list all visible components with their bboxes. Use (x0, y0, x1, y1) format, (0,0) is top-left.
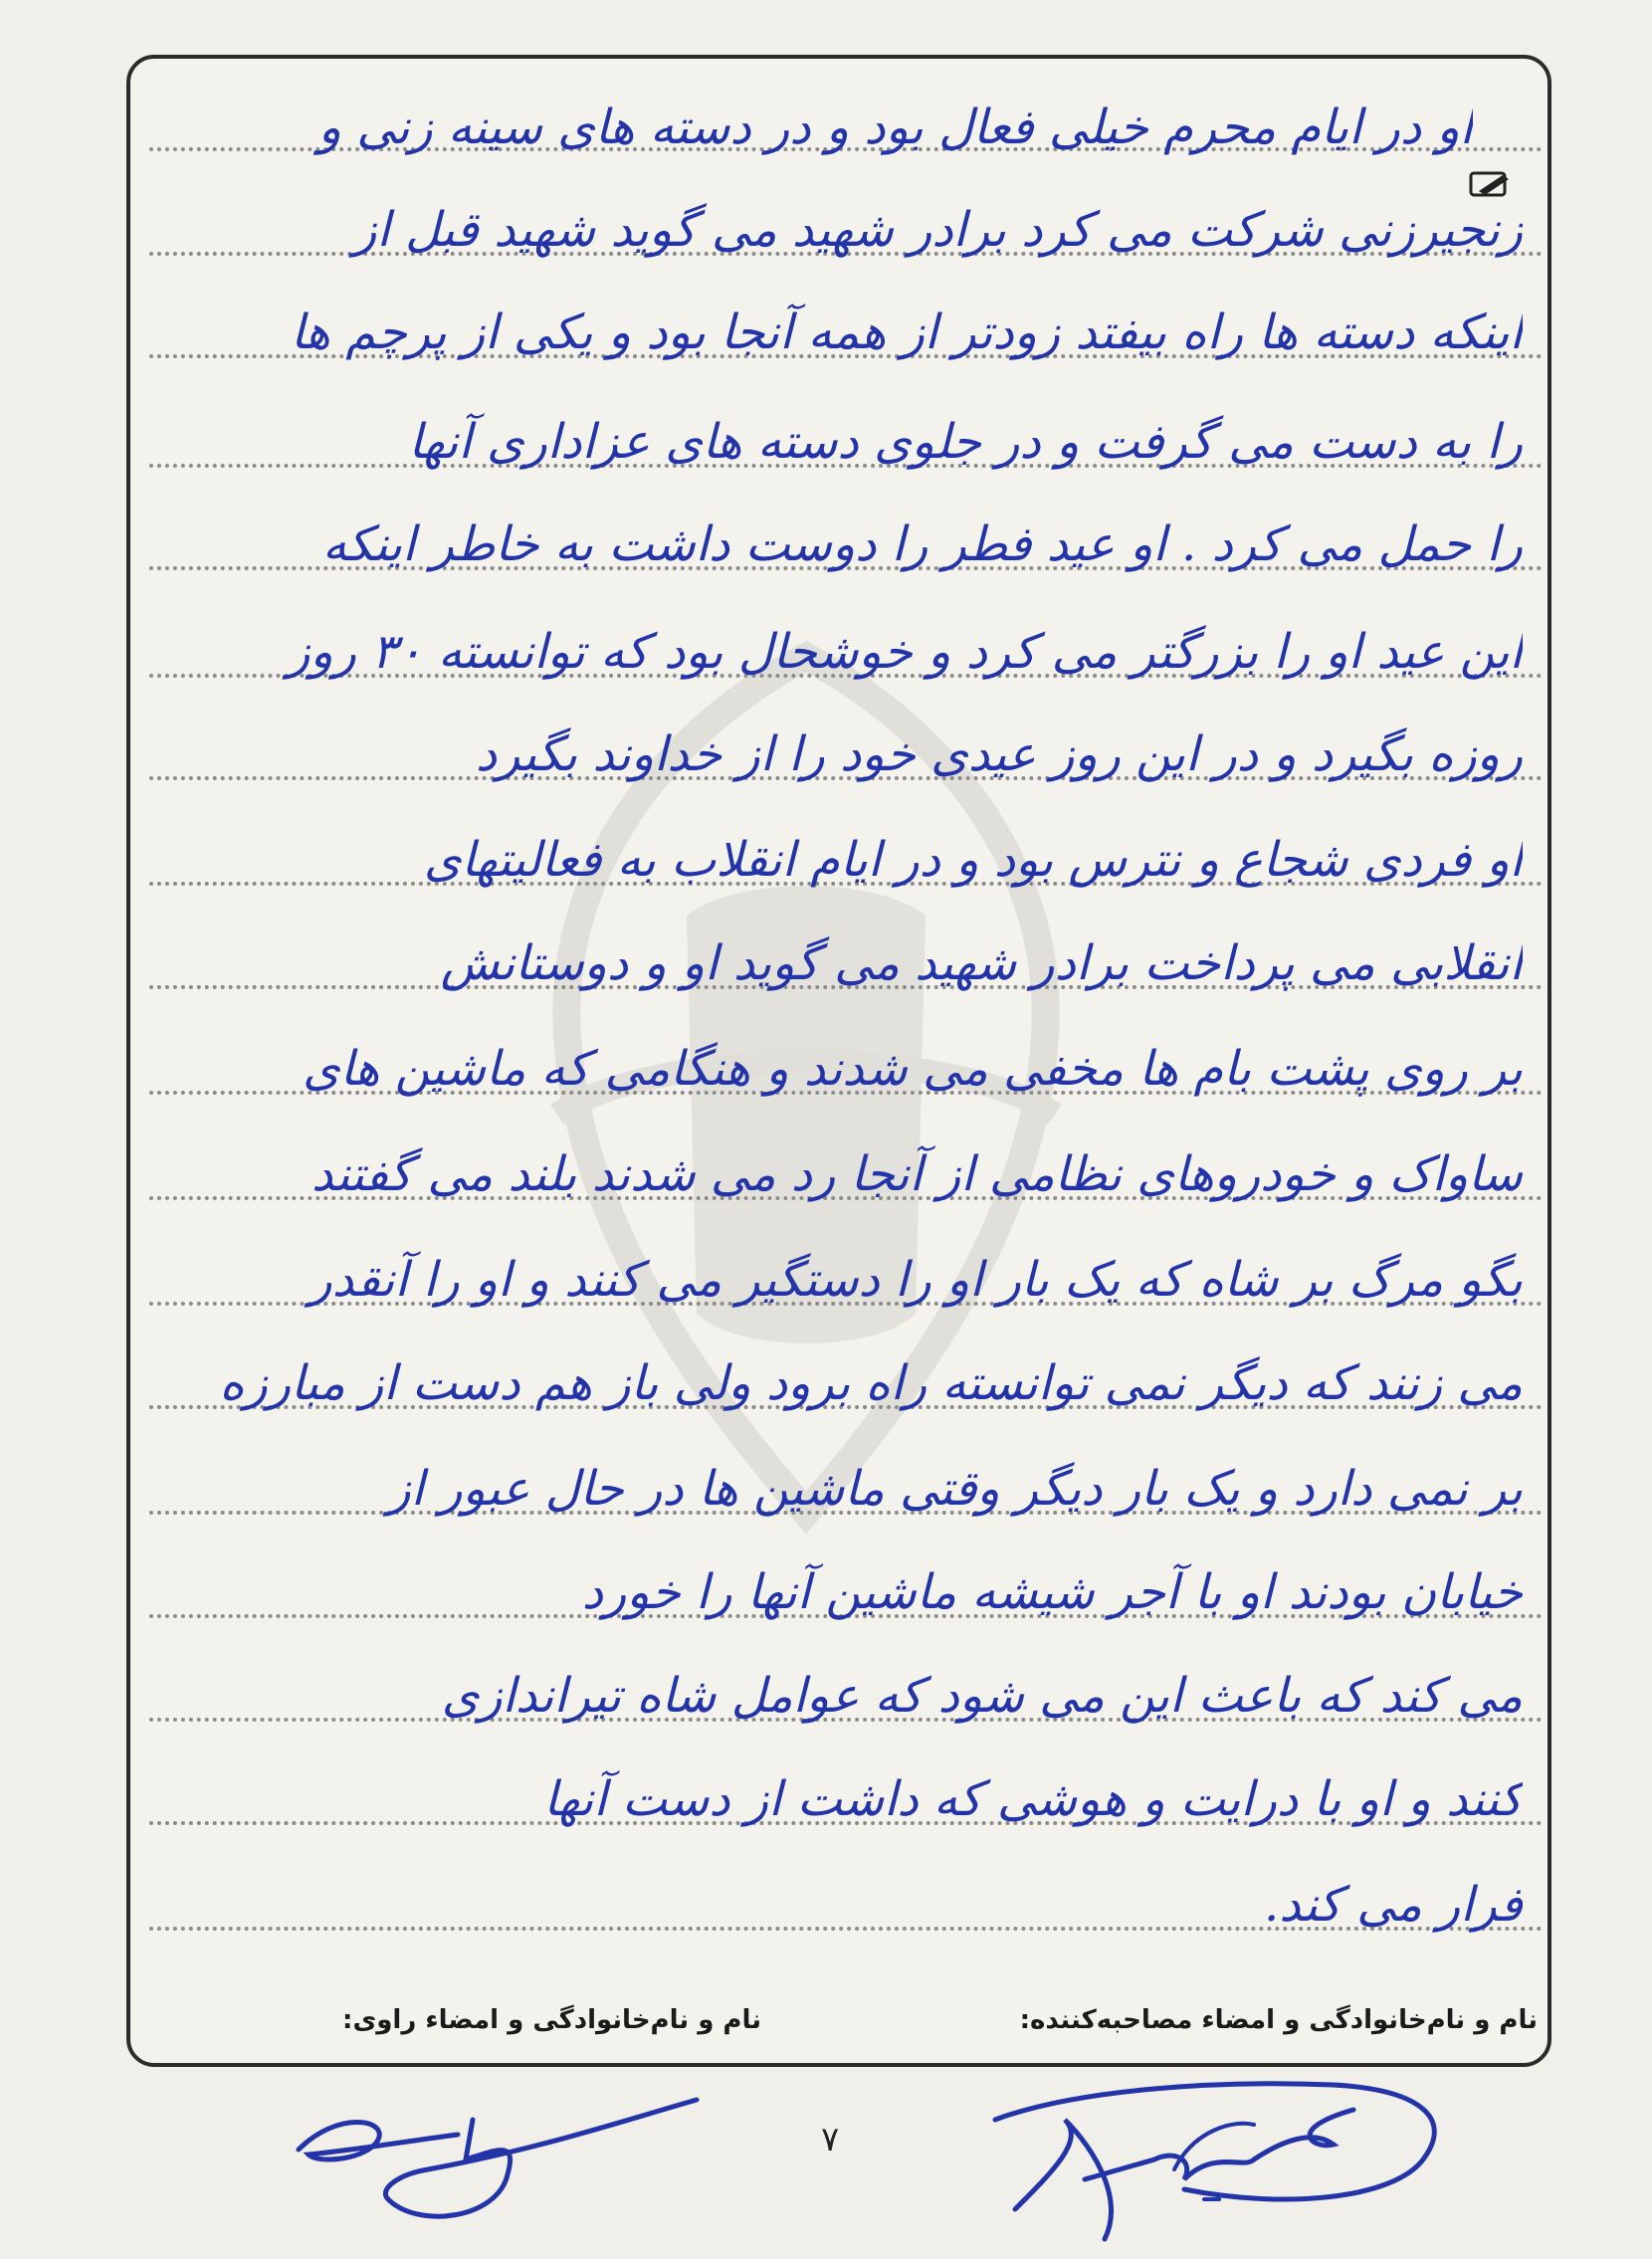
handwritten-line: زنجیرزنی شرکت می کرد برادر شهید می گوید شهید قبل از (353, 202, 1523, 258)
handwritten-line: او فردی شجاع و نترس بود و در ایام انقلاب به فعالیتهای (423, 832, 1523, 888)
narrator-signature (279, 2080, 707, 2249)
handwritten-line: بر روی پشت بام ها مخفی می شدند و هنگامی که ماشین های (303, 1041, 1523, 1097)
handwritten-text-area (149, 60, 1543, 1960)
handwritten-line: ساواک و خودروهای نظامی از آنجا رد می شدند بلند می گفتند (310, 1146, 1523, 1202)
handwritten-line: را حمل می کرد . او عید فطر را دوست داشت به خاطر اینکه (322, 516, 1523, 572)
pen-icon (1469, 169, 1513, 199)
handwritten-line: بگو مرگ بر شاه که یک بار او را دستگیر می کنند و او را آنقدر (309, 1252, 1523, 1308)
handwritten-line: می زنند که دیگر نمی توانسته راه برود ولی باز هم دست از مبارزه (219, 1355, 1523, 1411)
handwritten-line: اینکه دسته ها راه بیفتد زودتر از همه آنجا بود و یکی از پرچم ها (291, 305, 1523, 360)
interviewer-label: نام و نام‌خانوادگی و امضاء مصاحبه‌کننده: (1019, 2005, 1538, 2035)
handwritten-line: می کند که باعث این می شود که عوامل شاه تیراندازی (441, 1668, 1523, 1724)
handwritten-line: را به دست می گرفت و در جلوی دسته های عزاداری آنها (408, 414, 1523, 470)
handwritten-line: این عید او را بزرگتر می کرد و خوشحال بود که توانسته ۳۰ روز (287, 624, 1523, 680)
handwritten-line: کنند و او با درایت و هوشی که داشت از دست آنها (543, 1771, 1523, 1827)
interviewer-signature (955, 2050, 1453, 2259)
handwritten-line: بر نمی دارد و یک بار دیگر وقتی ماشین ها در حال عبور از (387, 1461, 1523, 1517)
page-number: ۷ (821, 2120, 840, 2159)
narrator-label: نام و نام‌خانوادگی و امضاء راوی: (342, 2005, 761, 2035)
handwritten-line: فرار می کند. (1264, 1877, 1523, 1933)
handwritten-line: او در ایام محرم خیلی فعال بود و در دسته های سینه زنی و (317, 100, 1473, 155)
footer-signature-labels (149, 2005, 1538, 2055)
handwritten-line: روزه بگیرد و در این روز عیدی خود را از خداوند بگیرد (475, 726, 1523, 782)
handwritten-line: خیابان بودند او با آجر شیشه ماشین آنها را خورد (581, 1564, 1523, 1620)
handwritten-line: انقلابی می پرداخت برادر شهید می گوید او و دوستانش (440, 935, 1523, 991)
